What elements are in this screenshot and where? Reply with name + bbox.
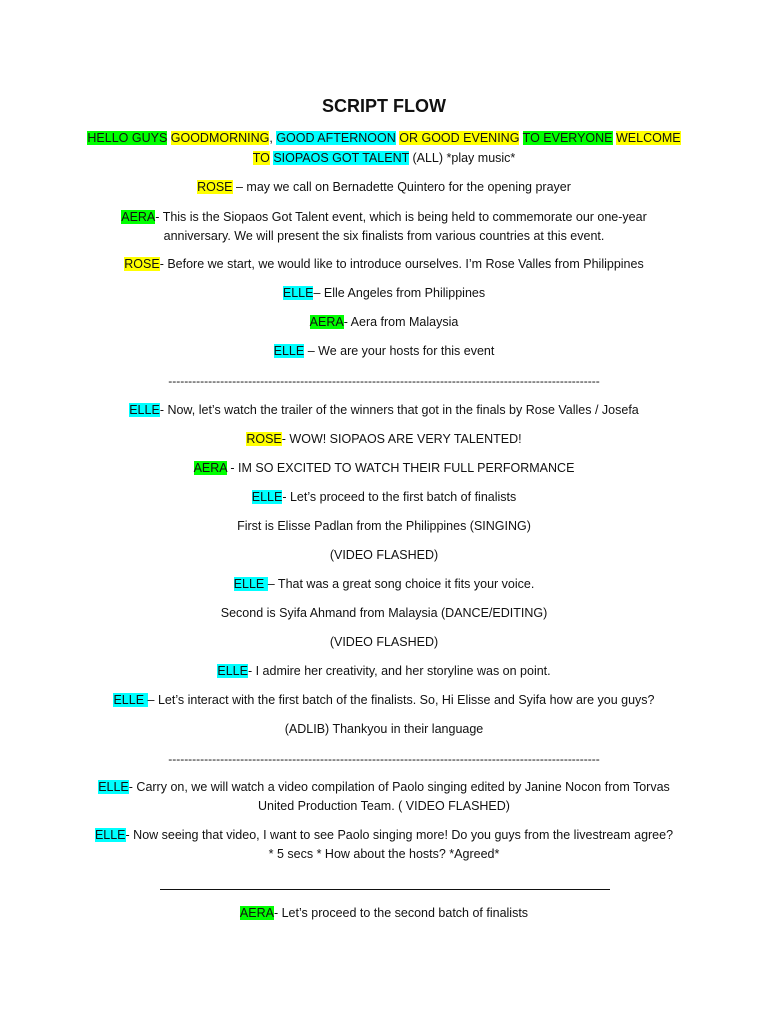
line-text: (VIDEO FLASHED) — [329, 548, 439, 562]
intro-line-1 — [60, 129, 708, 147]
line-text: - This is the Siopaos Got Talent event, which is being held to commemorate our one-year — [155, 210, 647, 224]
script-line-20-continued — [60, 845, 708, 863]
script-line-3 — [60, 255, 708, 273]
script-line-20 — [60, 826, 708, 844]
line-text: – That was a great song choice it fits your voice. — [267, 577, 535, 591]
line-text: - WOW! SIOPAOS ARE VERY TALENTED! — [281, 432, 522, 446]
section-separator: ------------------------------------------------------------------------------------------------------------ — [168, 374, 600, 388]
intro-or-good-evening: OR GOOD EVENING — [399, 131, 520, 145]
script-line-6 — [60, 342, 708, 360]
intro-comma: , — [269, 131, 277, 145]
speaker-elle: ELLE — [282, 286, 314, 300]
section-separator: ------------------------------------------------------------------------------------------------------------ — [168, 752, 600, 766]
line-text: (ADLIB) Thankyou in their language — [284, 722, 484, 736]
script-line-2 — [60, 208, 708, 226]
section-rule — [160, 889, 610, 890]
speaker-elle: ELLE — [113, 693, 148, 707]
script-line-11 — [60, 517, 708, 535]
intro-welcome: WELCOME — [616, 131, 681, 145]
document-title: SCRIPT FLOW — [322, 96, 446, 116]
intro-good-afternoon: GOOD AFTERNOON — [276, 131, 396, 145]
speaker-elle: ELLE — [233, 577, 268, 591]
script-line-5 — [60, 313, 708, 331]
line-text: - Before we start, we would like to introduce ourselves. I’m Rose Valles from Philippines — [159, 257, 644, 271]
speaker-rose: ROSE — [124, 257, 160, 271]
speaker-elle: ELLE — [217, 664, 248, 678]
script-line-16 — [60, 662, 708, 680]
line-text: - Carry on, we will watch a video compilation of Paolo singing edited by Janine Nocon from Torvas — [128, 780, 670, 794]
script-line-7 — [60, 401, 708, 419]
line-text: anniversary. We will present the six finalists from various countries at this event. — [163, 229, 605, 243]
script-line-8 — [60, 430, 708, 448]
line-text: - IM SO EXCITED TO WATCH THEIR FULL PERFORMANCE — [226, 461, 575, 475]
script-line-13 — [60, 575, 708, 593]
line-text: – Elle Angeles from Philippines — [313, 286, 486, 300]
intro-all-play-music: (ALL) *play music* — [409, 151, 516, 165]
line-text: - Now seeing that video, I want to see Paolo singing more! Do you guys from the livestream agree? — [125, 828, 674, 842]
speaker-rose: ROSE — [197, 180, 233, 194]
line-text: - Now, let’s watch the trailer of the winners that got in the finals by Rose Valles / Josefa — [159, 403, 639, 417]
speaker-elle: ELLE — [273, 344, 305, 358]
line-text: * 5 secs * How about the hosts? *Agreed* — [268, 847, 500, 861]
script-line-14 — [60, 604, 708, 622]
script-line-19-continued — [60, 797, 708, 815]
intro-hello: HELLO GUYS — [87, 131, 168, 145]
script-line-21 — [60, 904, 708, 922]
speaker-elle: ELLE — [251, 490, 283, 504]
line-text: Second is Syifa Ahmand from Malaysia (DANCE/EDITING) — [220, 606, 548, 620]
line-text: United Production Team. ( VIDEO FLASHED) — [258, 799, 510, 813]
line-text: - Aera from Malaysia — [343, 315, 459, 329]
line-text: - Let’s proceed to the second batch of finalists — [273, 906, 529, 920]
line-text: (VIDEO FLASHED) — [329, 635, 439, 649]
speaker-elle: ELLE — [129, 403, 160, 417]
script-line-2-continued — [60, 227, 708, 245]
script-line-10 — [60, 488, 708, 506]
speaker-aera: AERA — [121, 210, 156, 224]
line-text: – may we call on Bernadette Quintero for the opening prayer — [232, 180, 571, 194]
script-line-19 — [60, 778, 708, 796]
line-text: – We are your hosts for this event — [304, 344, 495, 358]
script-line-1 — [60, 178, 708, 196]
intro-siopaos-got-talent: SIOPAOS GOT TALENT — [273, 151, 409, 165]
line-text: - Let’s proceed to the first batch of finalists — [282, 490, 517, 504]
speaker-elle: ELLE — [94, 828, 126, 842]
script-line-17 — [60, 691, 708, 709]
speaker-aera: AERA — [193, 461, 227, 475]
script-line-9 — [60, 459, 708, 477]
intro-to-everyone: TO EVERYONE — [522, 131, 613, 145]
script-line-4 — [60, 284, 708, 302]
intro-goodmorning: GOODMORNING — [170, 131, 270, 145]
speaker-rose: ROSE — [246, 432, 282, 446]
line-text: - I admire her creativity, and her storyline was on point. — [247, 664, 551, 678]
script-line-12 — [60, 546, 708, 564]
intro-to: TO — [252, 151, 270, 165]
line-text: – Let’s interact with the first batch of the finalists. So, Hi Elisse and Syifa how are you guys? — [147, 693, 655, 707]
script-line-18 — [60, 720, 708, 738]
script-line-15 — [60, 633, 708, 651]
speaker-elle: ELLE — [98, 780, 129, 794]
speaker-aera: AERA — [239, 906, 274, 920]
speaker-aera: AERA — [309, 315, 344, 329]
intro-line-2 — [60, 149, 708, 167]
line-text: First is Elisse Padlan from the Philippines (SINGING) — [237, 519, 531, 533]
